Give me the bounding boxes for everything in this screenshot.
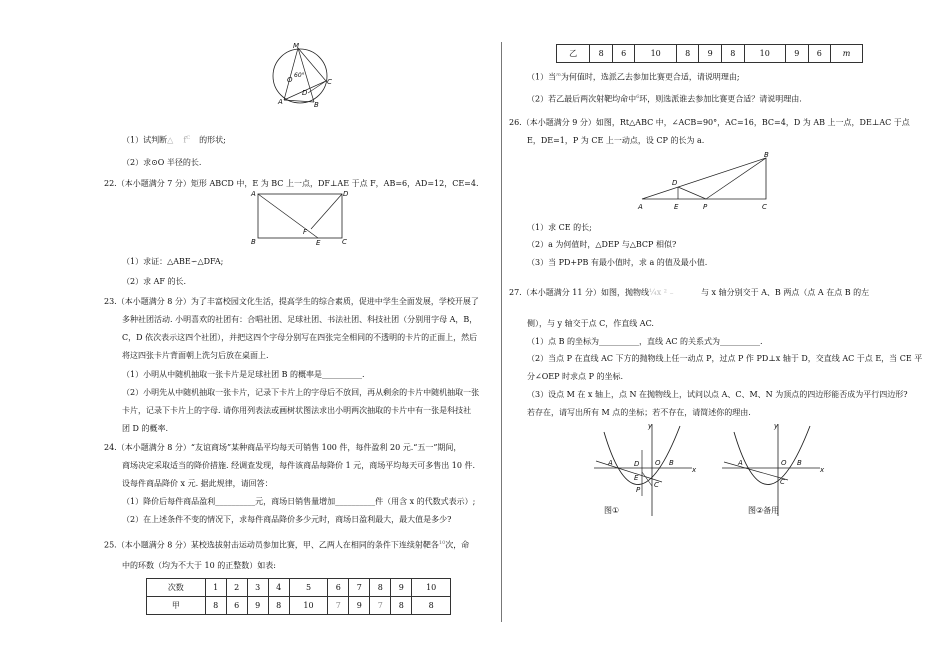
q23-line3: C，D 依次表示这四个社团），并把这四个字母分别写在四张完全相同的不透明的卡片的正面上，然后 [122,333,478,342]
q26-line2: E，DE=1，P 为 CE 上一动点，设 CP 的长为 a. [527,136,705,145]
q26-label-p: P [703,203,708,211]
q22-label-c: C [342,238,347,246]
q21-sub2: （2）求⊙O 半径的长. [122,158,202,167]
q26-triangle-figure [636,152,776,212]
fig1-label-y: y [648,422,653,430]
q26-label-d: D [672,179,678,187]
q24-sub2: （2）在上述条件不变的情况下，求每件商品降价多少元时，商场日盈利最大，最大值是多少? [122,515,452,524]
q24-line1: 24.（本小题满分 8 分）“友谊商场”某种商品平均每天可销售 100 件，每件盈利 20 元.“五一”期间， [104,443,462,452]
q27-sub2b: 分∠OEP 时求点 P 的坐标. [527,372,624,381]
q23-sub2c: 团 D 的概率. [122,424,169,433]
q25-table-jia [146,578,451,615]
fig1-label-p: P [636,486,641,494]
q21-label-o: O [287,76,293,84]
q21-label-60: 60° [294,72,305,79]
q26-sub2: （2）a 为何值时，△DEP 与△BCP 相似? [527,240,677,249]
fig2-label-a: A [738,459,743,467]
table-row: 次数 1 2 3 4 5 6 7 8 9 10 [147,579,451,597]
q26-sub3: （3）当 PD+PB 有最小值时，求 a 的值及最小值. [527,258,708,267]
fig2-label-x: x [820,466,825,474]
q23-sub2b: 卡片，记录下卡片上的字母. 请你用列表法或画树状图法求出小明两次抽取的卡片中有一张是科技社 [122,406,472,415]
q25-table-yi [556,44,863,63]
q23-line4: 将这四张卡片背面朝上洗匀后放在桌面上. [122,351,269,360]
q23-line2: 多种社团活动. 小明喜欢的社团有：合唱社团、足球社团、书法社团、科技社团（分别用字母 A，B， [122,315,478,324]
q22-label-d: D [343,190,349,198]
fig1-label-e: E [634,474,639,482]
column-divider [501,42,502,622]
fig2-label-o: O [781,459,787,467]
q27-caption-1: 图① [604,506,620,515]
q26-label-b: B [764,151,769,159]
q26-label-c: C [762,203,767,211]
q22-heading: 22.（本小题满分 7 分）矩形 ABCD 中，E 为 BC 上一点，DF⊥AE 于点 F，AB=6，AD=12，CE=4. [104,179,479,188]
parabola-formula-image: ¼x ² ₋ [649,288,674,297]
q22-label-a: A [251,190,256,198]
fig1-label-x: x [692,466,697,474]
q23-sub2a: （2）小明先从中随机抽取一张卡片，记录下卡片上的字母后不放回，再从剩余的卡片中随机抽取一张 [122,388,480,397]
q22-rectangle-figure [248,188,358,250]
q26-line1: 26.（本小题满分 9 分）如图，Rt△ABC 中，∠ACB=90°，AC=16，BC=4，D 为 AB 上一点，DE⊥AC 于点 [509,118,910,127]
fig1-label-a: A [608,459,613,467]
q27-sub3a: （3）设点 M 在 x 轴上，点 N 在抛物线上，试问以点 A、C、M、N 为顶点的四边形能否成为平行四边形? [527,390,908,399]
q22-label-e: E [316,239,321,247]
q25-sub2: （2）若乙最后两次射靶均命中$^6$环，则选派谁去参加比赛更合适？请说明理由. [527,94,802,104]
q24-line3: 设每件商品降价 x 元. 据此规律，请回答： [122,479,273,488]
q21-label-a: A [278,98,283,106]
q21-label-m: M [293,42,300,50]
q21-circle-figure [262,44,342,114]
q21-label-b: B [314,101,319,109]
fig1-label-d: D [634,460,640,468]
q22-label-f: F [303,228,308,236]
fig2-label-b: B [797,459,802,467]
q25-sub1: （1）当$^m$为何值时，选派乙去参加比赛更合适，请说明理由; [527,72,740,82]
q27-sub2a: （2）当点 P 在直线 AC 下方的抛物线上任一动点 P，过点 P 作 PD⊥x 轴于 D，交直线 AC 于点 E，当 CE 平 [527,354,923,363]
q24-sub1: （1）降价后每件商品盈利__________元，商场日销售量增加__________件（用含 x 的代数式表示）; [122,497,476,506]
q21-sub1: （1）试判断△ $f^C$ 的形状; [122,135,226,145]
q26-label-e: E [674,203,679,211]
q27-sub1: （1）点 B 的坐标为__________，直线 AC 的关系式为__________. [527,337,763,346]
table-row: 乙 8 6 10 8 9 8 10 9 6 m [557,45,863,63]
fig2-label-c: C [780,478,785,486]
q22-label-b: B [251,238,256,246]
q25-line2: 中的环数（均为不大于 10 的正整数）如表: [122,561,276,570]
q27-line2: 侧），与 y 轴交于点 C，作直线 AC. [527,319,654,328]
q23-sub1: （1）小明从中随机抽取一张卡片是足球社团 B 的概率是__________. [122,370,365,379]
fig1-label-o: O [655,459,661,467]
q22-sub2: （2）求 AF 的长. [122,277,187,286]
fig2-label-y: y [774,422,779,430]
q21-label-d: D [302,89,308,97]
fig1-label-b: B [669,459,674,467]
q27-caption-2: 图②备用 [748,506,780,515]
q21-label-c: C [327,78,332,86]
q26-sub1: （1）求 CE 的长; [527,223,592,232]
q26-label-a: A [638,203,643,211]
q23-line1: 23.（本小题满分 8 分）为了丰富校园文化生活，提高学生的综合素质，促进中学生全面发展，学校开展了 [104,297,479,306]
q27-sub3b: 若存在，请写出所有 M 点的坐标；若不存在，请简述你的理由. [527,408,751,417]
q24-line2: 商场决定采取适当的降价措施. 经调查发现，每件该商品每降价 1 元，商场平均每天可多售出 10 件. [122,461,476,470]
q27-line1: 27.（本小题满分 11 分）如图，抛物线¼x ² ₋ 与 x 轴分别交于 A、B 两点（点 A 在点 B 的左 [509,288,870,297]
q22-sub1: （1）求证：△ABE∽△DFA; [122,257,224,266]
table-row: 甲 8 6 9 8 10 7 9 7 8 8 [147,597,451,615]
fig1-label-c: C [654,481,659,489]
q25-line1: 25.（本小题满分 8 分）某校选拔射击运动员参加比赛，甲、乙两人在相同的条件下连续射靶各$^{10}$次，命 [104,540,470,550]
